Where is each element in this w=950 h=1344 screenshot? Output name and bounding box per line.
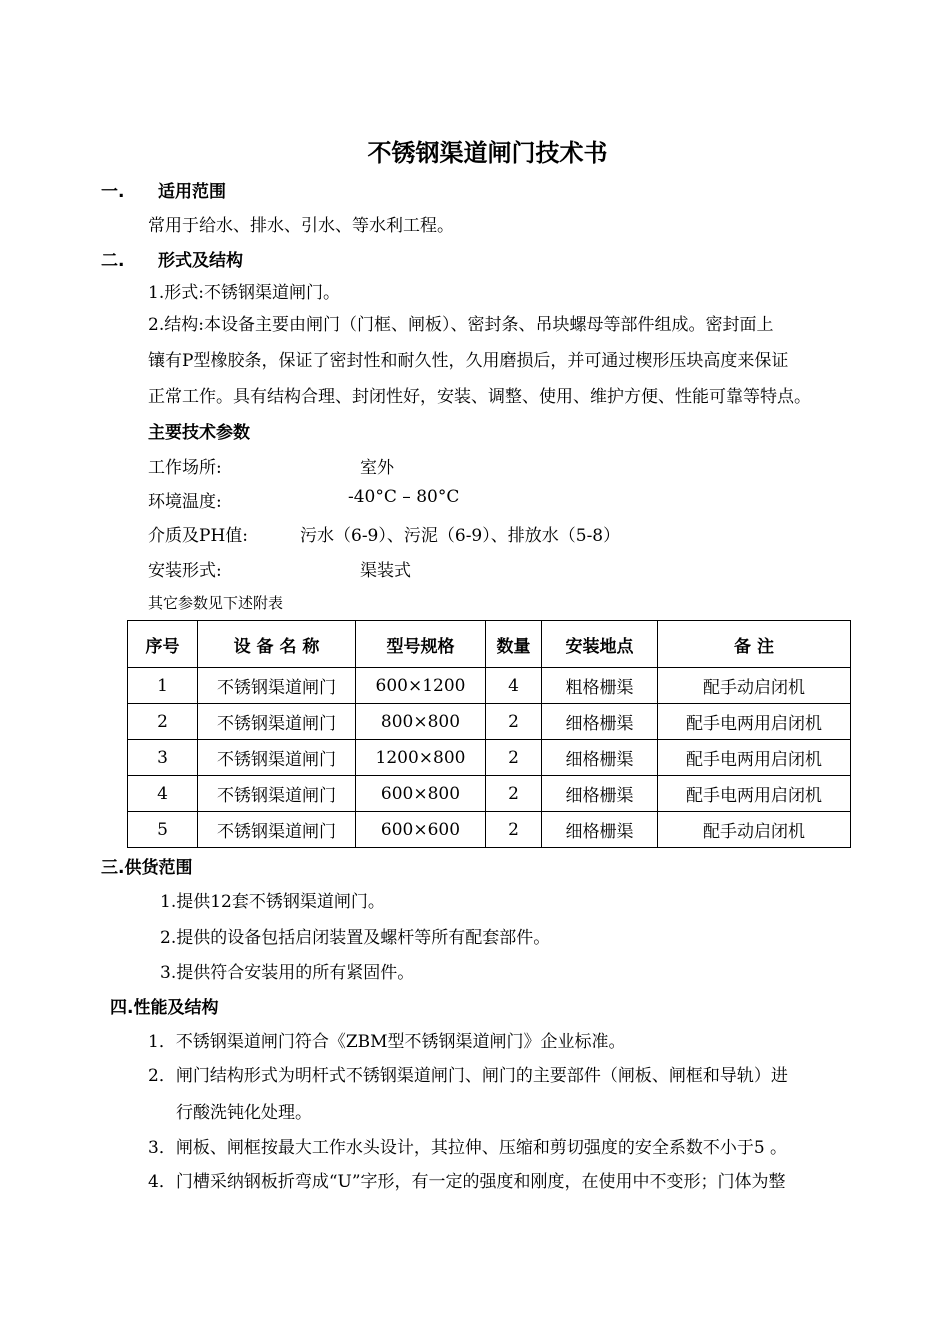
section-1-number: 一. bbox=[101, 182, 125, 202]
cell-index: 1 bbox=[128, 668, 198, 704]
cell-equipment-name: 不锈钢渠道闸门 bbox=[198, 668, 356, 704]
table-row bbox=[128, 740, 851, 776]
cell-install-location: 细格栅渠 bbox=[542, 812, 658, 848]
cell-index: 5 bbox=[128, 812, 198, 848]
cell-quantity: 2 bbox=[486, 704, 542, 740]
cell-model-spec: 1200×800 bbox=[356, 740, 486, 776]
section-4-item: 1．不锈钢渠道闸门符合《ZBM型不锈钢渠道闸门》企业标准。 bbox=[148, 1032, 626, 1052]
header-remarks: 备 注 bbox=[658, 621, 851, 668]
cell-remarks: 配手动启闭机 bbox=[658, 668, 851, 704]
cell-remarks: 配手动启闭机 bbox=[658, 812, 851, 848]
param-label: 安装形式: bbox=[148, 561, 222, 581]
param-value: 污水（6-9）、污泥（6-9）、排放水（5-8） bbox=[300, 526, 621, 546]
section-2-number: 二. bbox=[101, 251, 125, 271]
section-2-item: 1.形式:不锈钢渠道闸门。 bbox=[148, 283, 340, 303]
cell-model-spec: 600×1200 bbox=[356, 668, 486, 704]
param-label: 工作场所: bbox=[148, 458, 222, 478]
header-install-location: 安装地点 bbox=[542, 621, 658, 668]
param-label: 介质及PH值: bbox=[148, 526, 248, 546]
param-value: 室外 bbox=[360, 458, 394, 478]
section-3-item: 3.提供符合安装用的所有紧固件。 bbox=[160, 963, 415, 983]
section-4-item: 行酸洗钝化处理。 bbox=[176, 1103, 312, 1123]
cell-equipment-name: 不锈钢渠道闸门 bbox=[198, 740, 356, 776]
cell-model-spec: 600×800 bbox=[356, 776, 486, 812]
header-quantity: 数量 bbox=[486, 621, 542, 668]
section-3-item: 1.提供12套不锈钢渠道闸门。 bbox=[160, 892, 385, 912]
section-2-heading: 形式及结构 bbox=[158, 251, 243, 271]
table-row bbox=[128, 668, 851, 704]
section-1-heading: 适用范围 bbox=[158, 182, 226, 202]
section-4-item: 3．闸板、闸框按最大工作水头设计，其拉伸、压缩和剪切强度的安全系数不小于5 。 bbox=[148, 1138, 788, 1158]
document-title: 不锈钢渠道闸门技术书 bbox=[367, 139, 608, 167]
cell-install-location: 粗格栅渠 bbox=[542, 668, 658, 704]
table-row bbox=[128, 776, 851, 812]
section-3-item: 2.提供的设备包括启闭装置及螺杆等所有配套部件。 bbox=[160, 928, 551, 948]
cell-index: 4 bbox=[128, 776, 198, 812]
table-note: 其它参数见下述附表 bbox=[148, 594, 284, 612]
params-heading: 主要技术参数 bbox=[148, 423, 250, 443]
cell-model-spec: 600×600 bbox=[356, 812, 486, 848]
section-2-item: 2.结构:本设备主要由闸门（门框、闸板）、密封条、吊块螺母等部件组成。密封面上 bbox=[148, 315, 774, 335]
cell-quantity: 2 bbox=[486, 740, 542, 776]
param-value: 渠装式 bbox=[360, 561, 411, 581]
section-3-heading: 三.供货范围 bbox=[101, 858, 193, 878]
section-2-item: 镶有P型橡胶条，保证了密封性和耐久性，久用磨损后，并可通过楔形压块高度来保证 bbox=[148, 351, 789, 371]
cell-remarks: 配手电两用启闭机 bbox=[658, 704, 851, 740]
cell-quantity: 2 bbox=[486, 812, 542, 848]
cell-index: 2 bbox=[128, 704, 198, 740]
header-model-spec: 型号规格 bbox=[356, 621, 486, 668]
cell-install-location: 细格栅渠 bbox=[542, 740, 658, 776]
cell-install-location: 细格栅渠 bbox=[542, 704, 658, 740]
table-header-row bbox=[128, 621, 851, 668]
cell-model-spec: 800×800 bbox=[356, 704, 486, 740]
parameters-table bbox=[127, 620, 851, 848]
cell-equipment-name: 不锈钢渠道闸门 bbox=[198, 776, 356, 812]
section-4-heading: 四.性能及结构 bbox=[110, 998, 219, 1018]
section-2-item: 正常工作。具有结构合理、封闭性好，安装、调整、使用、维护方便、性能可靠等特点。 bbox=[148, 387, 811, 407]
cell-index: 3 bbox=[128, 740, 198, 776]
cell-remarks: 配手电两用启闭机 bbox=[658, 776, 851, 812]
header-index: 序号 bbox=[128, 621, 198, 668]
cell-equipment-name: 不锈钢渠道闸门 bbox=[198, 812, 356, 848]
cell-equipment-name: 不锈钢渠道闸门 bbox=[198, 704, 356, 740]
cell-remarks: 配手电两用启闭机 bbox=[658, 740, 851, 776]
header-equipment-name: 设 备 名 称 bbox=[198, 621, 356, 668]
table-row bbox=[128, 704, 851, 740]
param-label: 环境温度: bbox=[148, 492, 222, 512]
section-4-item: 4．门槽采纳钢板折弯成“U”字形，有一定的强度和刚度，在使用中不变形；门体为整 bbox=[148, 1172, 786, 1192]
table-row bbox=[128, 812, 851, 848]
section-4-item: 2．闸门结构形式为明杆式不锈钢渠道闸门、闸门的主要部件（闸板、闸框和导轨）进 bbox=[148, 1066, 788, 1086]
cell-quantity: 4 bbox=[486, 668, 542, 704]
param-value: -40°C – 80°C bbox=[348, 487, 460, 507]
section-1-text: 常用于给水、排水、引水、等水利工程。 bbox=[148, 216, 454, 236]
cell-install-location: 细格栅渠 bbox=[542, 776, 658, 812]
cell-quantity: 2 bbox=[486, 776, 542, 812]
